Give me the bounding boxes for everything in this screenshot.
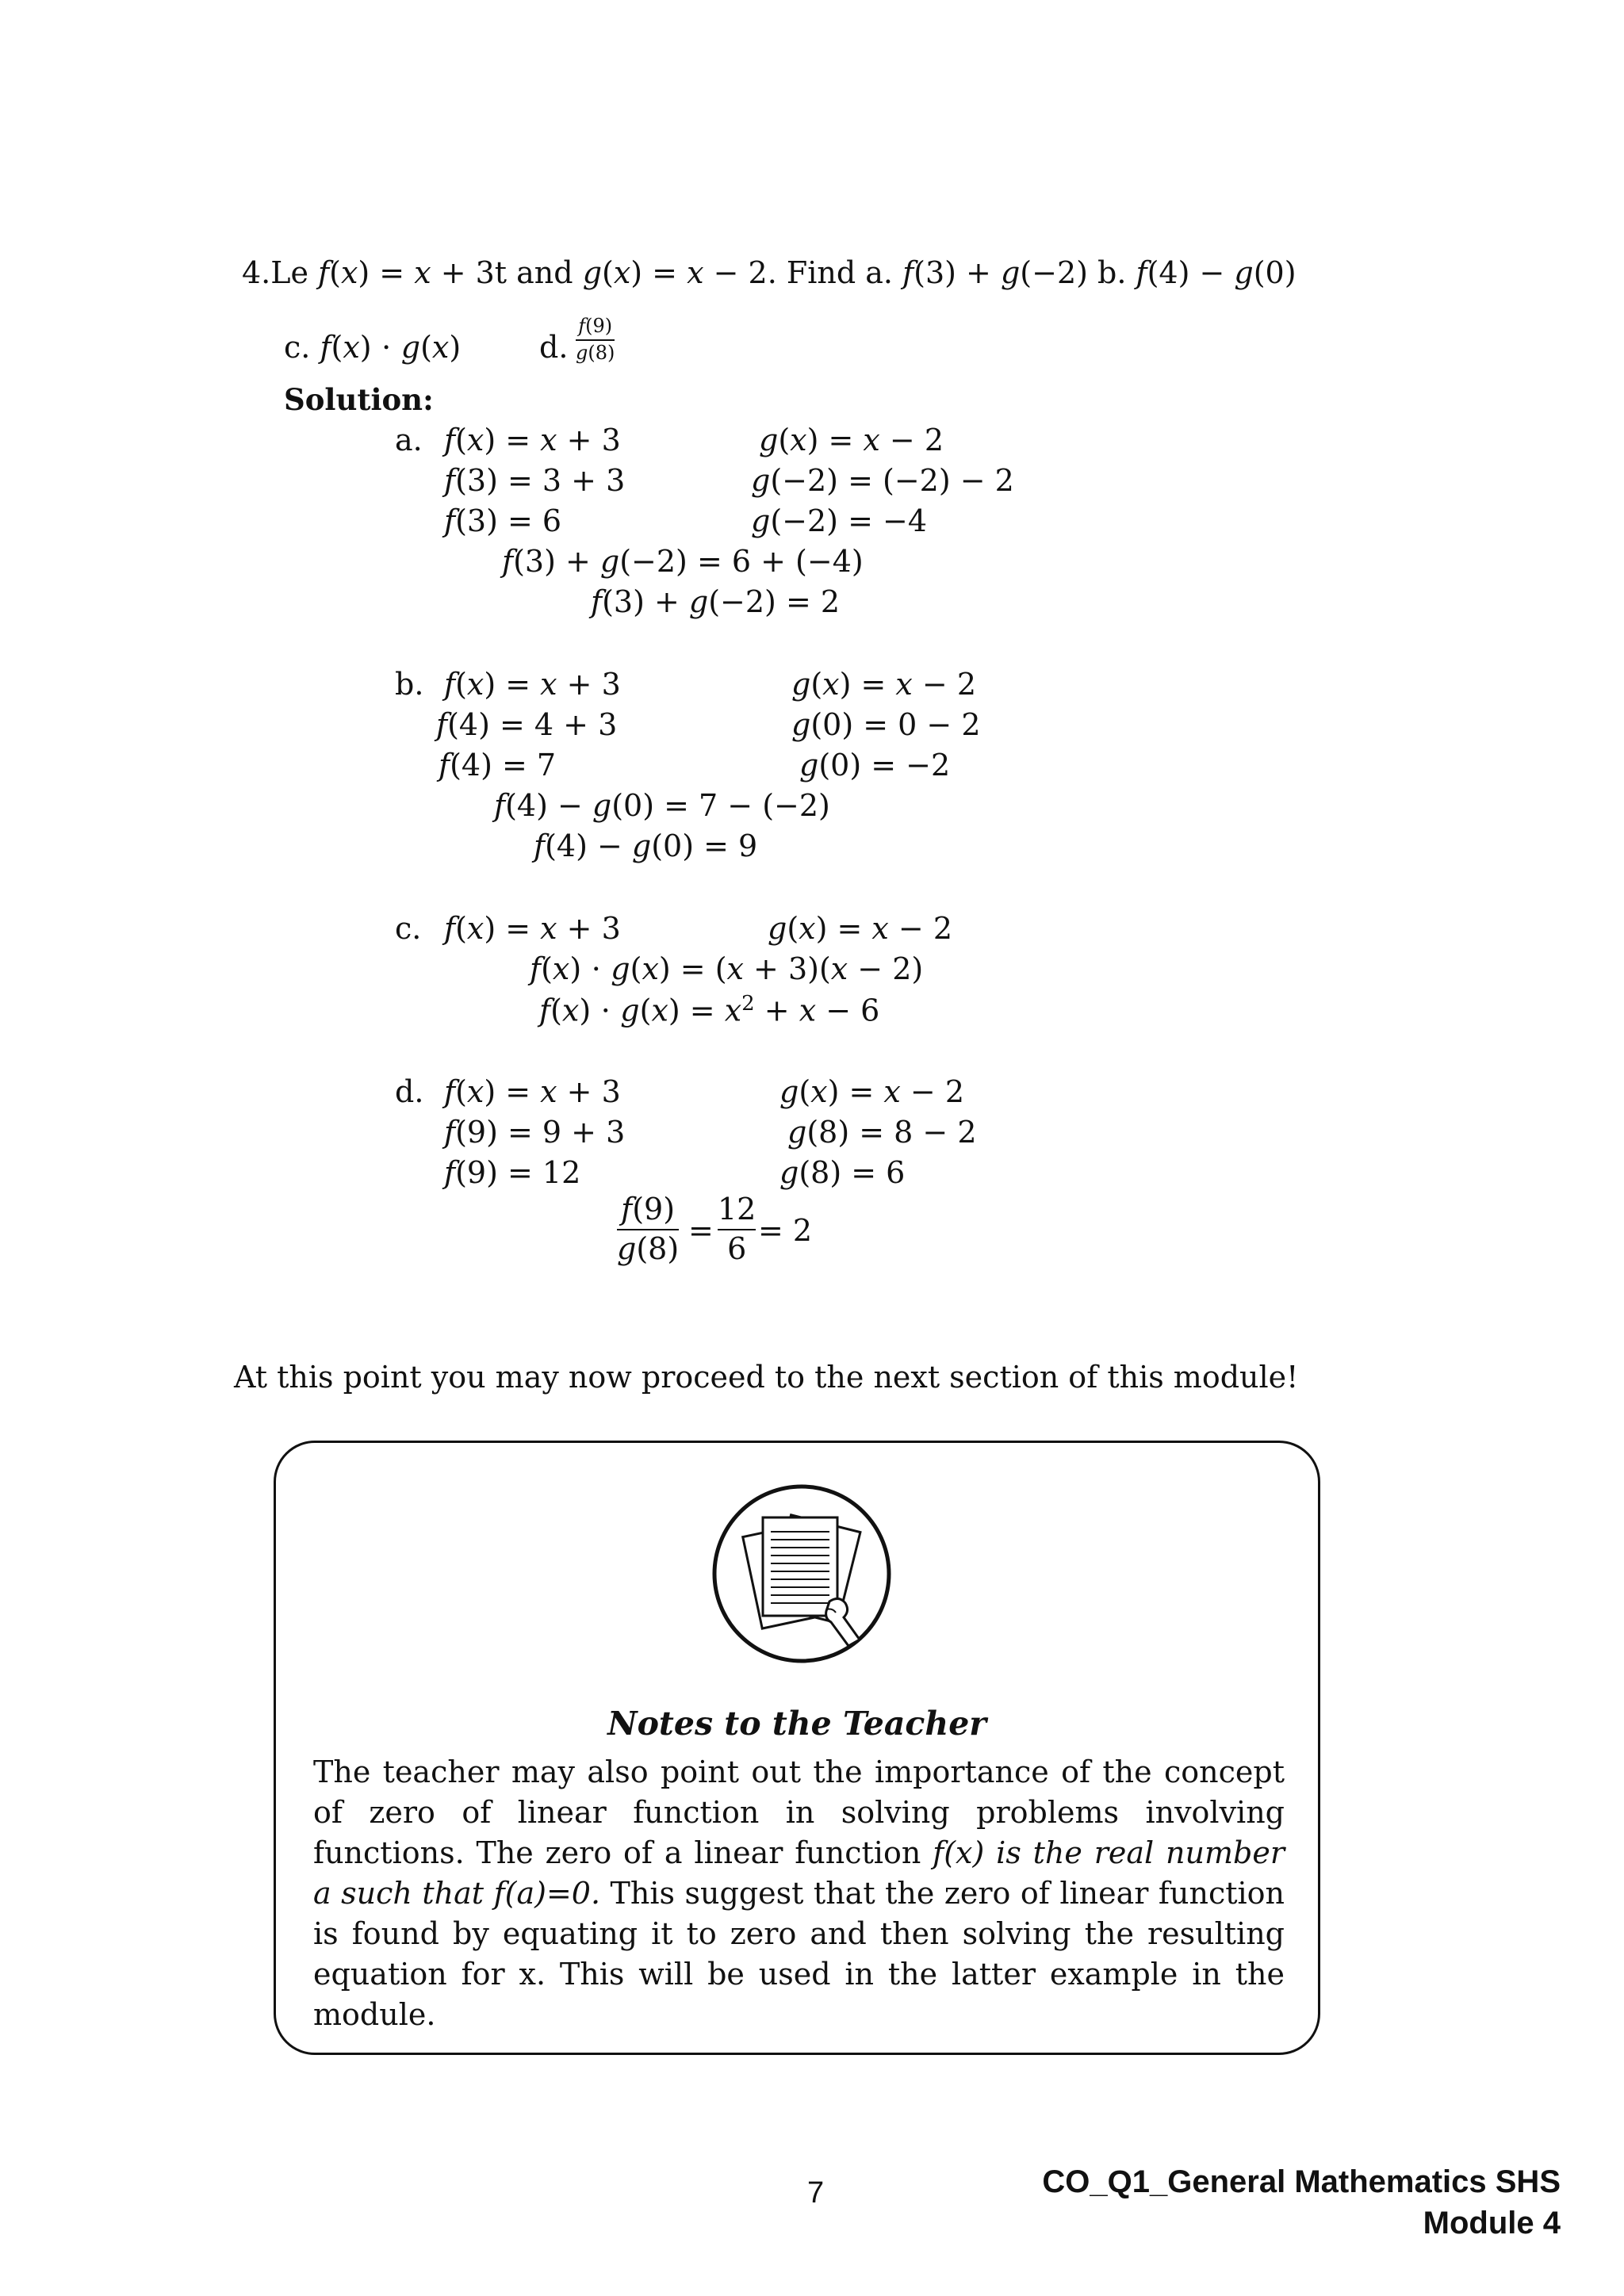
part-a-g1: 𝑔(𝑥) = 𝑥 − 2 (759, 423, 944, 457)
part-c-combo2-rest: + 𝑥 − 6 (754, 993, 880, 1028)
solution-heading: Solution: (284, 382, 434, 417)
part-d-label: d. (395, 1074, 424, 1109)
part-b-f1: 𝑓(𝑥) = 𝑥 + 3 (444, 667, 621, 702)
part-d-g3: 𝑔(8) = 6 (779, 1155, 906, 1190)
proceed-text: At this point you may now proceed to the next section of this module! (234, 1360, 1299, 1395)
part-d-g1: 𝑔(𝑥) = 𝑥 − 2 (779, 1074, 965, 1109)
part-d-fraction-f-over-g (617, 1192, 679, 1266)
notes-body-part-1: The teacher may also point out the importance of the concept of zero of linear function in solving problems involving functions. The zero of a linear function (313, 1755, 1285, 1870)
part-c-combo2 (539, 992, 879, 1028)
fraction-numerator: 𝑓(9) (578, 315, 613, 337)
problem-part-c: c. 𝑓(𝑥) ⋅ 𝑔(𝑥) (284, 330, 462, 365)
part-a-g3: 𝑔(−2) = −4 (751, 503, 928, 538)
part-b-f2: 𝑓(4) = 4 + 3 (436, 707, 618, 742)
part-b-f3: 𝑓(4) = 7 (439, 748, 557, 783)
fraction-denominator: 𝑔(8) (576, 341, 615, 364)
part-b-combo1: 𝑓(4) − 𝑔(0) = 7 − (−2) (494, 788, 830, 823)
fraction-bar (576, 339, 615, 341)
fraction-numerator: 𝑓(9) (621, 1192, 676, 1226)
part-b-g3: 𝑔(0) = −2 (799, 748, 951, 783)
part-c-combo2-base: 𝑓(𝑥) ⋅ 𝑔(𝑥) = 𝑥 (539, 993, 742, 1028)
part-a-g2: 𝑔(−2) = (−2) − 2 (751, 463, 1014, 498)
fraction-bar (617, 1229, 679, 1230)
page-number: 7 (807, 2176, 825, 2210)
papers-in-hand-icon (710, 1483, 893, 1665)
notes-body-italic: f(x) is the real number a such that f(a)=0. (313, 1835, 1285, 1911)
part-d-f2: 𝑓(9) = 9 + 3 (444, 1115, 626, 1150)
fraction-denominator: 𝑔(8) (617, 1230, 680, 1266)
part-a-f3: 𝑓(3) = 6 (444, 503, 562, 538)
part-d-equals-1: = (688, 1213, 714, 1248)
notes-body (313, 1752, 1285, 2035)
part-a-combo1: 𝑓(3) + 𝑔(−2) = 6 + (−4) (502, 544, 864, 579)
fraction-denominator: 6 (727, 1230, 747, 1266)
problem-part-d-fraction (576, 316, 615, 364)
part-d-fraction-12-over-6 (718, 1192, 756, 1266)
problem-part-d-label: d. (539, 330, 569, 365)
part-c-label: c. (395, 911, 422, 946)
module-code (1042, 2161, 1561, 2244)
part-d-g2: 𝑔(8) = 8 − 2 (787, 1115, 977, 1150)
part-d-f1: 𝑓(𝑥) = 𝑥 + 3 (444, 1074, 621, 1109)
problem-statement: 4.Le 𝑓(𝑥) = 𝑥 + 3t and 𝑔(𝑥) = 𝑥 − 2. Find a. 𝑓(3) + 𝑔(−2) b. 𝑓(4) − 𝑔(0) (242, 255, 1297, 290)
part-d-f3: 𝑓(9) = 12 (444, 1155, 581, 1190)
part-b-label: b. (395, 667, 424, 702)
fraction-numerator: 12 (718, 1192, 756, 1226)
notes-to-teacher-box (274, 1441, 1320, 2055)
part-b-g2: 𝑔(0) = 0 − 2 (791, 707, 981, 742)
module-code-line-2: Module 4 (1423, 2206, 1561, 2241)
part-c-combo1: 𝑓(𝑥) ⋅ 𝑔(𝑥) = (𝑥 + 3)(𝑥 − 2) (530, 951, 924, 986)
part-a-f2: 𝑓(3) = 3 + 3 (444, 463, 626, 498)
part-a-combo2: 𝑓(3) + 𝑔(−2) = 2 (591, 584, 841, 619)
part-a-f1: 𝑓(𝑥) = 𝑥 + 3 (444, 423, 621, 457)
part-c-g1: 𝑔(𝑥) = 𝑥 − 2 (768, 911, 953, 946)
notes-body-part-2: This suggest that the zero of linear function is found by equating it to zero and then solving the resulting equation for x. This will be used in the latter example in the module. (313, 1876, 1285, 2032)
part-d-result: = 2 (758, 1213, 813, 1248)
module-code-line-1: CO_Q1_General Mathematics SHS (1042, 2164, 1561, 2199)
part-c-exponent: 2 (741, 992, 755, 1016)
part-a-label: a. (395, 423, 423, 457)
fraction-bar (718, 1229, 756, 1230)
part-c-f1: 𝑓(𝑥) = 𝑥 + 3 (444, 911, 621, 946)
notes-title: Notes to the Teacher (607, 1705, 986, 1743)
part-b-combo2: 𝑓(4) − 𝑔(0) = 9 (534, 828, 758, 863)
part-b-g1: 𝑔(𝑥) = 𝑥 − 2 (791, 667, 977, 702)
